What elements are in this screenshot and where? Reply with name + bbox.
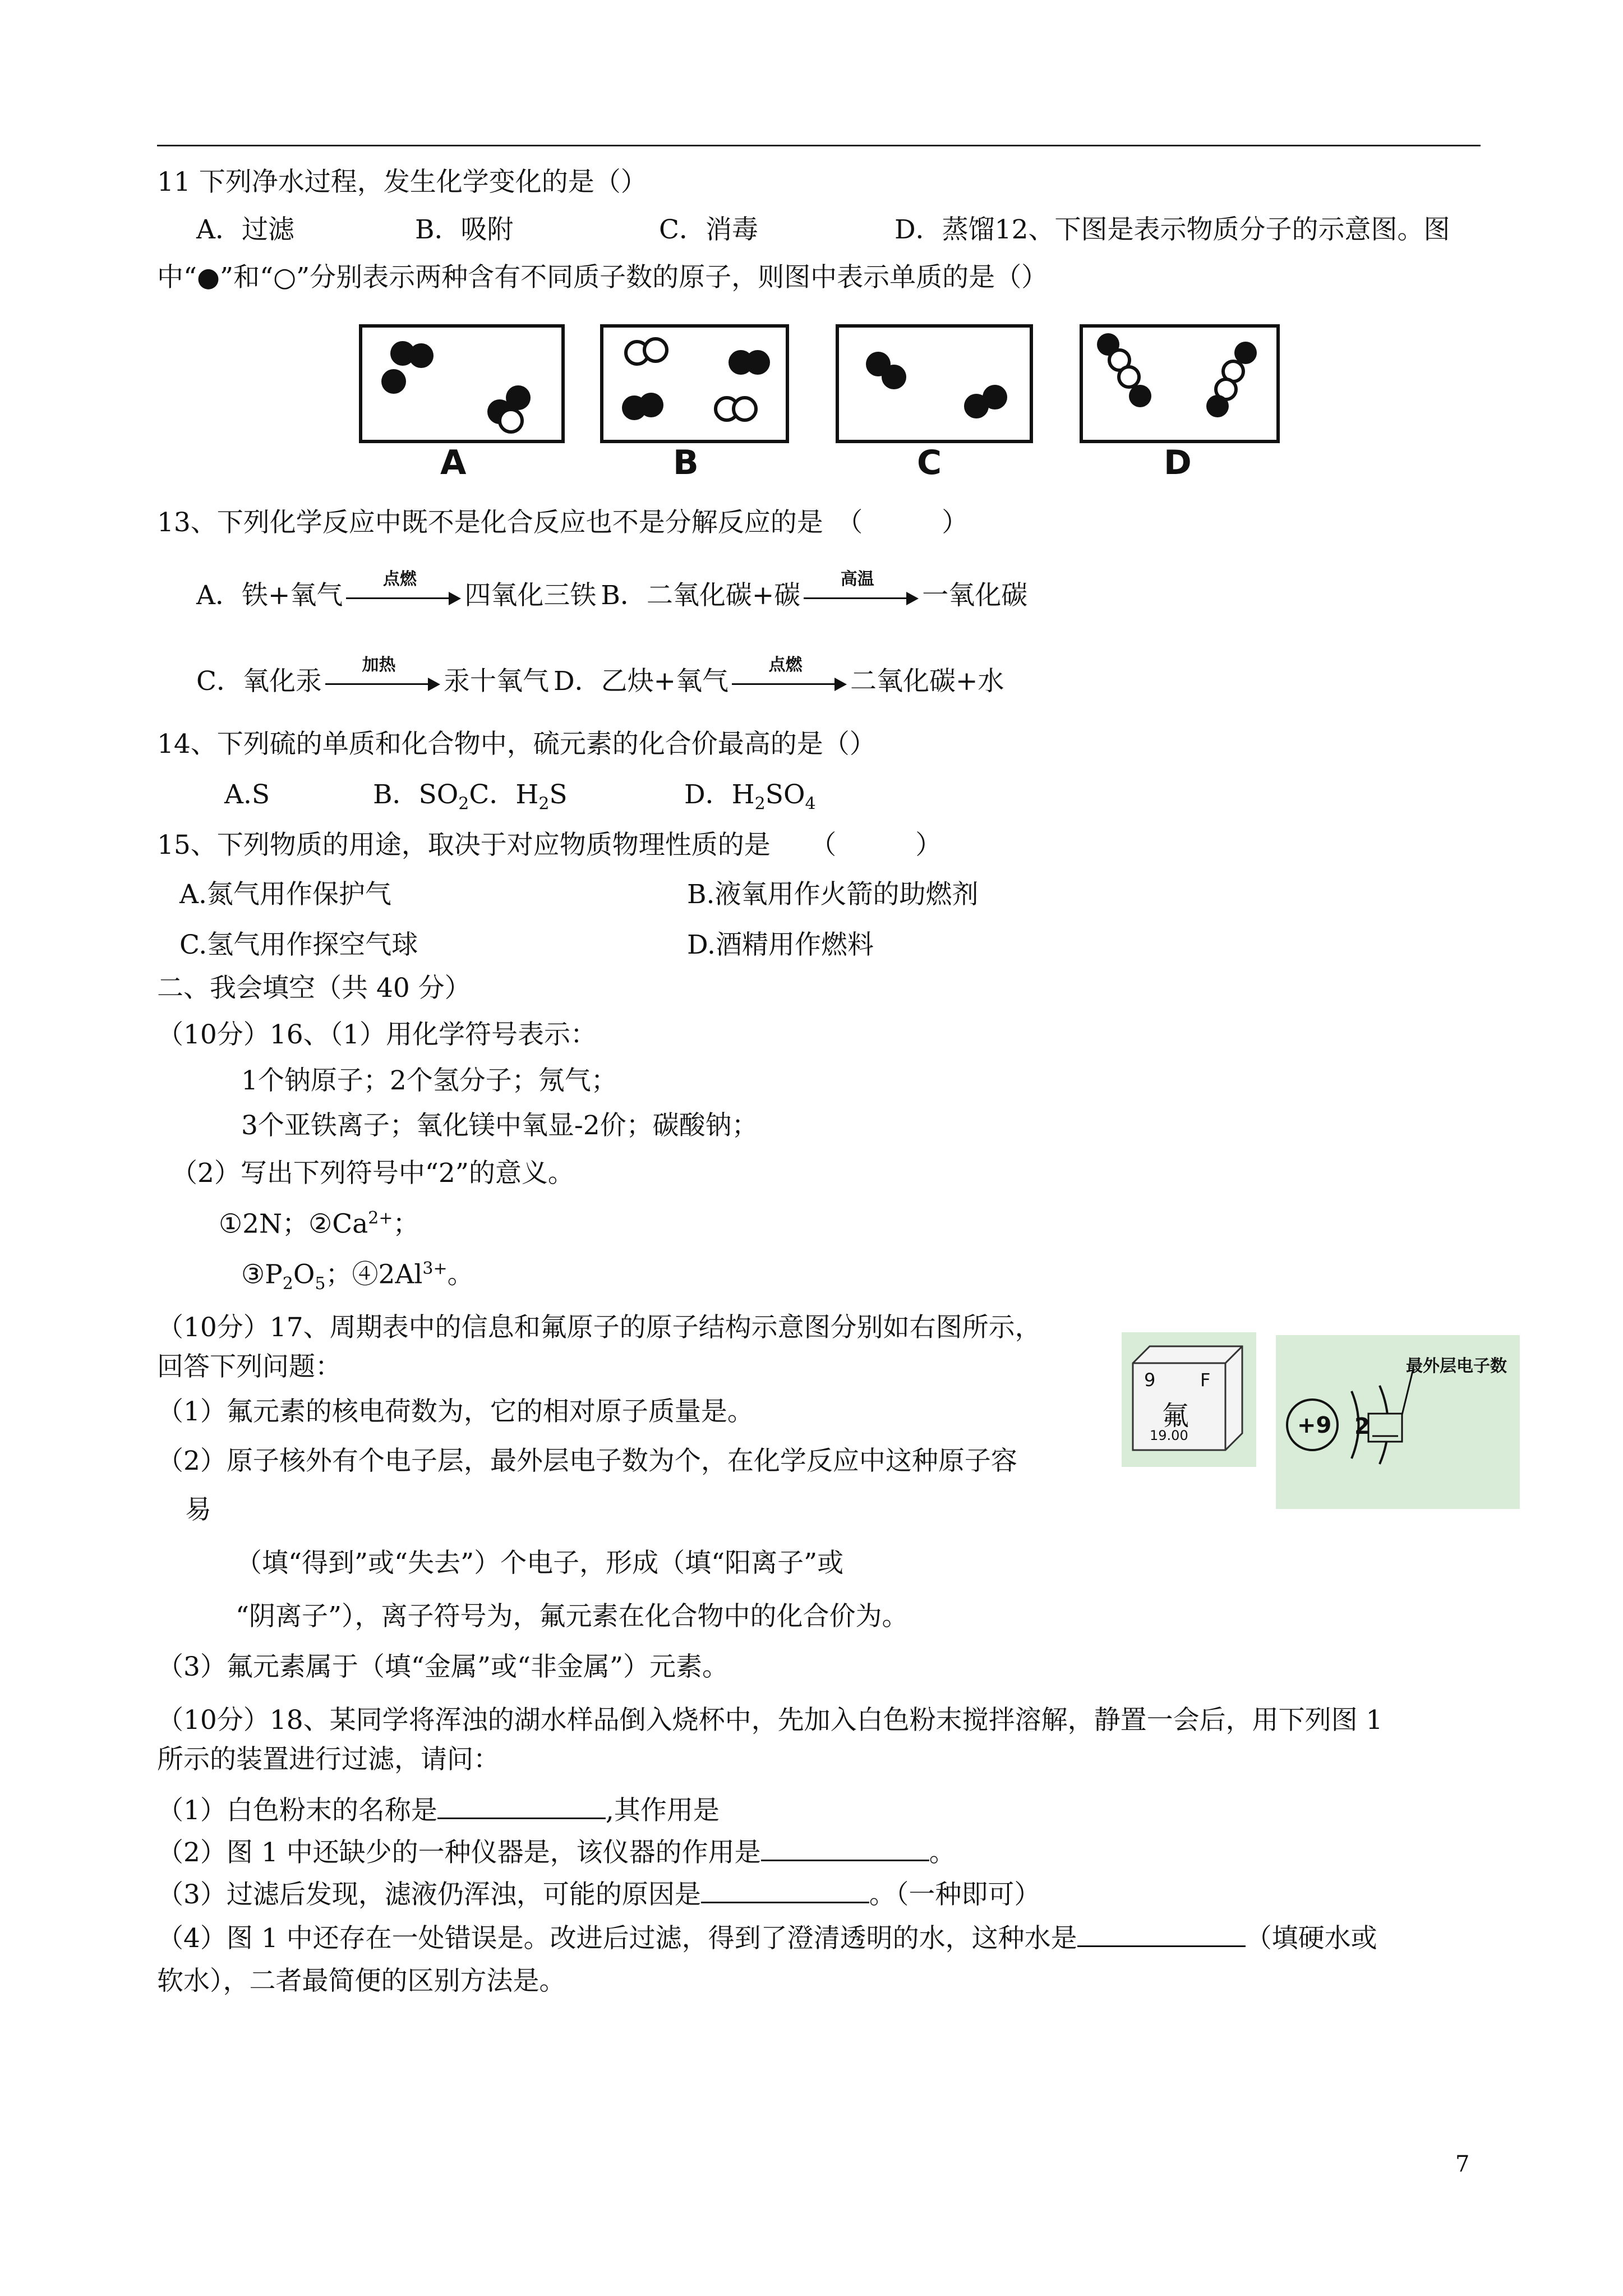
q14-option-d: D．$H_2SO_4$: [684, 779, 816, 814]
q17-part2-line2: （填“得到”或“失去”）个电子，形成（填“阳离子”或: [236, 1548, 844, 1579]
q12-stem: 中“●”和“○”分别表示两种含有不同质子数的原子，则图中表示单质的是（）: [157, 262, 1048, 293]
atom-shell-1-electrons: 2: [1354, 1414, 1370, 1439]
molecule-box-b: [600, 324, 789, 443]
outer-electron-label: 最外层电子数: [1406, 1356, 1507, 1376]
q17-part2-cont: 易: [185, 1494, 211, 1525]
q15-option-c: C.氢气用作探空气球: [179, 930, 418, 960]
q16-symbols-2: $③P_2O_5$；$④2Al^{3+}$。: [241, 1259, 474, 1294]
q11-option-b: B．吸附: [415, 214, 514, 245]
q11-option-d: D．蒸馏12、下图是表示物质分子的示意图。图: [895, 214, 1450, 245]
q17-part3: （3）氟元素属于（填“金属”或“非金属”）元素。: [157, 1651, 729, 1682]
section-2-title: 二、我会填空（共 40 分）: [157, 973, 471, 1004]
answer-blank[interactable]: [1077, 1923, 1246, 1947]
element-number: 9: [1144, 1369, 1156, 1391]
atom-nucleus-charge: +9: [1297, 1412, 1332, 1438]
element-mass: 19.00: [1150, 1428, 1188, 1443]
q17-stem: （10分）17、周期表中的信息和氟原子的原子结构示意图分别如右图所示，: [157, 1312, 1041, 1343]
molecule-diagram-a: [362, 328, 561, 440]
q13-stem: 13、下列化学反应中既不是化合反应也不是分解反应的是 （ ）: [157, 507, 969, 538]
reaction-condition-b: 高温: [840, 569, 874, 589]
element-name: 氟: [1162, 1400, 1189, 1432]
q15-option-b: B.液氧用作火箭的助燃剂: [687, 879, 979, 910]
reaction-condition-d: 点燃: [768, 655, 803, 675]
molecule-diagram-b: [603, 328, 786, 440]
q13-d-products: 二氧化碳+水: [850, 666, 1004, 697]
q11-stem: 11 下列净水过程，发生化学变化的是（）: [157, 167, 647, 197]
q18-part1: （1）白色粉末的名称是 ,其作用是: [157, 1795, 720, 1826]
molecule-diagram-c: [839, 328, 1030, 440]
molecule-diagram-d: [1083, 328, 1276, 440]
q13-a-reactants: A．铁+氧气: [196, 580, 343, 611]
q16-line1: 1个钠原子；2个氢分子；氖气；: [241, 1065, 617, 1096]
periodic-cell-figure: [1122, 1332, 1256, 1467]
q13-c-reactants: C．氧化汞: [196, 666, 322, 697]
q15-option-d: D.酒精用作燃料: [687, 930, 874, 960]
q11-option-c: C．消毒: [659, 214, 758, 245]
q15-stem: 15、下列物质的用途，取决于对应物质物理性质的是 （ ）: [157, 830, 942, 861]
reaction-condition-c: 加热: [362, 655, 396, 675]
q13-options-ab: [196, 569, 1028, 611]
reaction-arrow-a: [346, 569, 461, 606]
q13-b-products: 一氧化碳: [922, 580, 1028, 611]
answer-blank[interactable]: [437, 1795, 606, 1819]
molecule-box-c: [836, 324, 1033, 443]
q14-option-a: A.S: [224, 779, 270, 810]
q16-line2: 3个亚铁离子；氧化镁中氧显-2价；碳酸钠；: [241, 1110, 758, 1141]
q11-option-a: A．过滤: [196, 214, 294, 245]
molecule-label-d: D: [1164, 443, 1192, 482]
q13-options-cd: [196, 655, 1004, 697]
q13-b-reactants: B．二氧化碳+碳: [601, 580, 801, 611]
answer-blank[interactable]: [701, 1879, 869, 1903]
q18-stem: （10分）18、某同学将浑浊的湖水样品倒入烧杯中，先加入白色粉末搅拌溶解，静置一会后，用下列图 1: [157, 1705, 1383, 1736]
q18-part3: （3）过滤后发现，滤液仍浑浊，可能的原因是 。（一种即可）: [157, 1879, 1041, 1910]
q18-part2: （2）图 1 中还缺少的一种仪器是，该仪器的作用是 。: [157, 1837, 956, 1868]
q13-a-products: 四氧化三铁: [464, 580, 597, 611]
q17-part1: （1）氟元素的核电荷数为，它的相对原子质量是。: [157, 1396, 754, 1427]
q15-option-a: A.氮气用作保护气: [179, 879, 391, 910]
molecule-box-a: [359, 324, 565, 443]
q16-stem: （10分）16、（1）用化学符号表示：: [157, 1019, 597, 1050]
reaction-condition-a: 点燃: [382, 569, 417, 589]
q17-part2-line3: “阴离子”），离子符号为，氟元素在化合物中的化合价为。: [236, 1601, 909, 1632]
q18-part4-cont: 软水），二者最简便的区别方法是。: [157, 1966, 566, 1996]
molecule-label-a: A: [440, 443, 467, 482]
q13-c-products: 汞十氧气: [443, 666, 549, 697]
q14-option-bc: B．$SO_2C$．$H_2S$: [373, 779, 568, 814]
reaction-arrow-b: [804, 569, 919, 606]
q18-part4: （4）图 1 中还存在一处错误是。改进后过滤，得到了澄清透明的水，这种水是 （填硬水或: [157, 1923, 1377, 1954]
header-rule: [157, 145, 1481, 146]
reaction-arrow-c: [325, 655, 440, 692]
q13-d-reactants: D．乙炔+氧气: [553, 666, 729, 697]
q14-stem: 14、下列硫的单质和化合物中，硫元素的化合价最高的是（）: [157, 729, 876, 760]
reaction-arrow-d: [732, 655, 847, 692]
page-number: 7: [1455, 2151, 1470, 2177]
molecule-label-c: C: [917, 443, 942, 482]
q17-part2: （2）原子核外有个电子层，最外层电子数为个，在化学反应中这种原子容: [157, 1446, 1017, 1476]
element-symbol: F: [1200, 1369, 1211, 1391]
atom-structure-figure: [1276, 1335, 1520, 1509]
q18-stem-2: 所示的装置进行过滤，请问：: [157, 1744, 500, 1775]
q17-stem-2: 回答下列问题：: [157, 1351, 342, 1382]
q16-part2: （2）写出下列符号中“2”的意义。: [171, 1158, 574, 1189]
molecule-box-d: [1080, 324, 1280, 443]
molecule-label-b: B: [673, 443, 699, 482]
answer-blank[interactable]: [761, 1837, 929, 1861]
q16-symbols-1: ①2N；$②Ca^{2+}$；: [219, 1208, 419, 1240]
